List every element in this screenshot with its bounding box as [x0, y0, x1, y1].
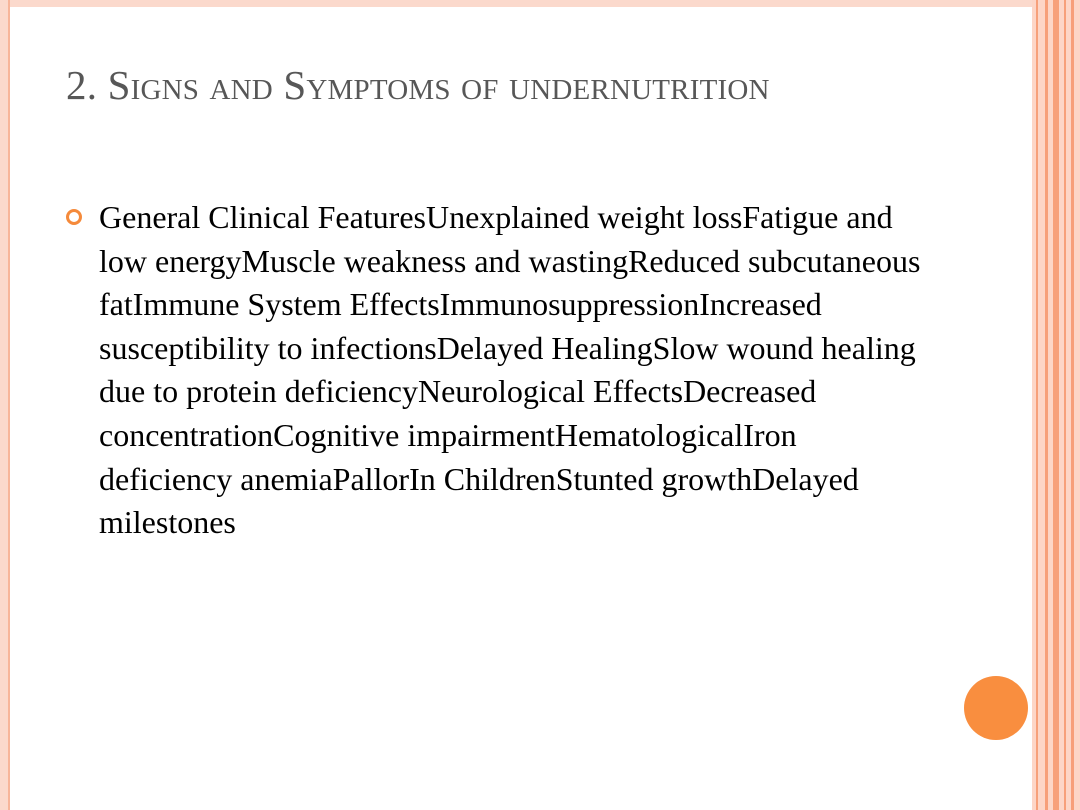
decorative-circle-icon: [964, 676, 1028, 740]
right-stripe-line: [1045, 0, 1048, 810]
bullet-text: General Clinical FeaturesUnexplained weight lossFatigue and low energyMuscle weakness and wastingReduced subcutaneous fatImmune System EffectsImmunosuppressionIncreased susceptibility to infectionsDelayed HealingSlow wound healing due to protein deficiencyNeurological EffectsDecreased concentrationCognitive impairmentHematologicalIron deficiency anemiaPallorIn ChildrenStunted growthDelayed milestones: [99, 199, 921, 541]
bullet-ring-icon: [66, 209, 82, 225]
right-stripe-line: [1036, 0, 1038, 810]
slide-title: 2. Signs and Symptoms of undernutrition: [66, 62, 770, 108]
left-border-line: [8, 0, 10, 810]
right-stripe-line: [1064, 0, 1066, 810]
right-stripe-line: [1053, 0, 1059, 810]
slide-body: [66, 196, 926, 545]
left-border: [0, 0, 8, 810]
top-border: [0, 0, 1080, 7]
right-stripe-line: [1071, 0, 1074, 810]
